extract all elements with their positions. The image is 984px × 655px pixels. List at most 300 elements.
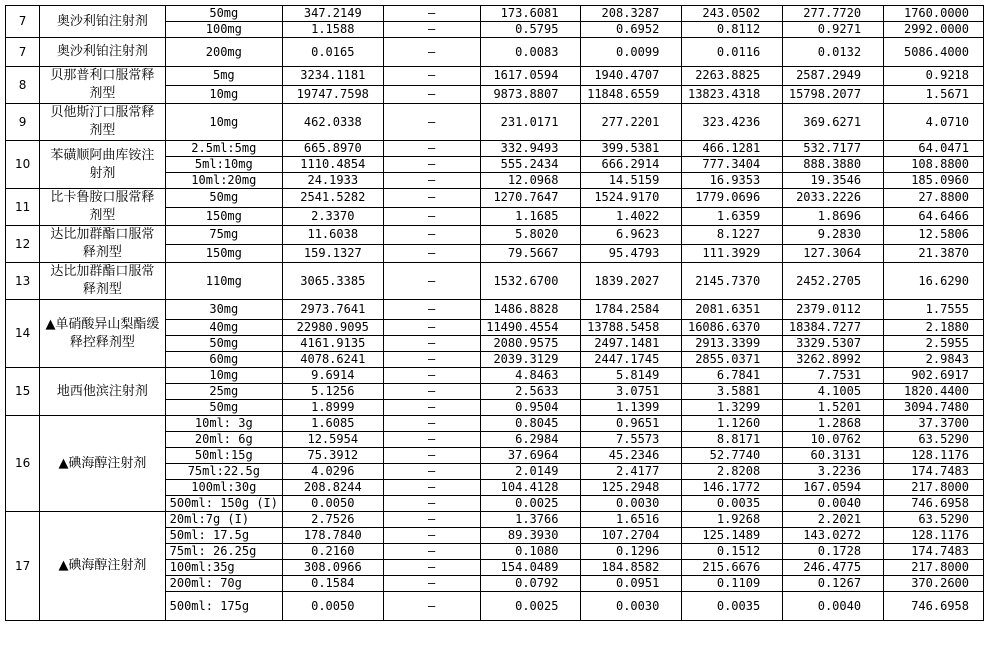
volume-cell: 4078.6241 bbox=[283, 352, 384, 368]
dash-cell: — bbox=[383, 544, 480, 560]
drug-name-cell: 地西他滨注射剂 bbox=[40, 368, 165, 416]
volume-cell: 178.7840 bbox=[283, 528, 384, 544]
dash-cell: — bbox=[383, 400, 480, 416]
drug-name-cell: 奥沙利铂注射剂 bbox=[40, 38, 165, 67]
value-cell: 0.0040 bbox=[783, 496, 884, 512]
value-cell: 8.1227 bbox=[682, 226, 783, 245]
value-cell: 1784.2584 bbox=[581, 300, 682, 320]
price-cell: 174.7483 bbox=[884, 464, 984, 480]
value-cell: 3.5881 bbox=[682, 384, 783, 400]
spec-cell: 100ml:35g bbox=[165, 560, 282, 576]
price-cell: 2.1880 bbox=[884, 320, 984, 336]
value-cell: 2913.3399 bbox=[682, 336, 783, 352]
volume-cell: 3065.3385 bbox=[283, 263, 384, 300]
value-cell: 2080.9575 bbox=[480, 336, 581, 352]
spec-cell: 50mg bbox=[165, 336, 282, 352]
volume-cell: 2973.7641 bbox=[283, 300, 384, 320]
dash-cell: — bbox=[383, 67, 480, 86]
volume-cell: 2.3370 bbox=[283, 207, 384, 226]
volume-cell: 4.0296 bbox=[283, 464, 384, 480]
volume-cell: 24.1933 bbox=[283, 173, 384, 189]
volume-cell: 308.0966 bbox=[283, 560, 384, 576]
spec-cell: 200ml: 70g bbox=[165, 576, 282, 592]
value-cell: 2.2021 bbox=[783, 512, 884, 528]
volume-cell: 0.0050 bbox=[283, 496, 384, 512]
price-cell: 3094.7480 bbox=[884, 400, 984, 416]
volume-cell: 2.7526 bbox=[283, 512, 384, 528]
spec-cell: 50ml:15g bbox=[165, 448, 282, 464]
dash-cell: — bbox=[383, 384, 480, 400]
volume-cell: 159.1327 bbox=[283, 244, 384, 263]
dash-cell: — bbox=[383, 416, 480, 432]
spec-cell: 5mg bbox=[165, 67, 282, 86]
value-cell: 208.3287 bbox=[581, 6, 682, 22]
dash-cell: — bbox=[383, 104, 480, 141]
volume-cell: 208.8244 bbox=[283, 480, 384, 496]
table-row bbox=[6, 67, 984, 86]
value-cell: 11848.6559 bbox=[581, 85, 682, 104]
table-row bbox=[6, 38, 984, 67]
dash-cell: — bbox=[383, 528, 480, 544]
table-row bbox=[6, 104, 984, 141]
drug-name-cell: 贝他斯汀口服常释剂型 bbox=[40, 104, 165, 141]
dash-cell: — bbox=[383, 432, 480, 448]
value-cell: 1.1260 bbox=[682, 416, 783, 432]
dash-cell: — bbox=[383, 6, 480, 22]
value-cell: 246.4775 bbox=[783, 560, 884, 576]
price-data-table bbox=[5, 5, 984, 621]
value-cell: 666.2914 bbox=[581, 157, 682, 173]
price-cell: 2.5955 bbox=[884, 336, 984, 352]
spec-cell: 30mg bbox=[165, 300, 282, 320]
value-cell: 2081.6351 bbox=[682, 300, 783, 320]
value-cell: 5.8149 bbox=[581, 368, 682, 384]
group-number-cell: 16 bbox=[6, 416, 40, 512]
value-cell: 3262.8992 bbox=[783, 352, 884, 368]
dash-cell: — bbox=[383, 189, 480, 208]
value-cell: 277.7720 bbox=[783, 6, 884, 22]
dash-cell: — bbox=[383, 263, 480, 300]
value-cell: 18384.7277 bbox=[783, 320, 884, 336]
group-number-cell: 10 bbox=[6, 141, 40, 189]
drug-name-cell: ▲碘海醇注射剂 bbox=[40, 416, 165, 512]
spec-cell: 20ml: 6g bbox=[165, 432, 282, 448]
value-cell: 1.4022 bbox=[581, 207, 682, 226]
value-cell: 95.4793 bbox=[581, 244, 682, 263]
value-cell: 1.2868 bbox=[783, 416, 884, 432]
value-cell: 15798.2077 bbox=[783, 85, 884, 104]
price-cell: 1820.4400 bbox=[884, 384, 984, 400]
price-cell: 1760.0000 bbox=[884, 6, 984, 22]
volume-cell: 5.1256 bbox=[283, 384, 384, 400]
spec-cell: 75mg bbox=[165, 226, 282, 245]
spec-cell: 75ml:22.5g bbox=[165, 464, 282, 480]
value-cell: 79.5667 bbox=[480, 244, 581, 263]
dash-cell: — bbox=[383, 560, 480, 576]
value-cell: 1524.9170 bbox=[581, 189, 682, 208]
volume-cell: 1.6085 bbox=[283, 416, 384, 432]
value-cell: 0.1109 bbox=[682, 576, 783, 592]
volume-cell: 0.0165 bbox=[283, 38, 384, 67]
spec-cell: 150mg bbox=[165, 244, 282, 263]
dash-cell: — bbox=[383, 85, 480, 104]
value-cell: 0.0025 bbox=[480, 592, 581, 621]
value-cell: 13823.4318 bbox=[682, 85, 783, 104]
value-cell: 7.5573 bbox=[581, 432, 682, 448]
table-row bbox=[6, 6, 984, 22]
value-cell: 12.0968 bbox=[480, 173, 581, 189]
spec-cell: 10mg bbox=[165, 85, 282, 104]
value-cell: 555.2434 bbox=[480, 157, 581, 173]
value-cell: 104.4128 bbox=[480, 480, 581, 496]
value-cell: 888.3880 bbox=[783, 157, 884, 173]
dash-cell: — bbox=[383, 173, 480, 189]
spec-cell: 50mg bbox=[165, 189, 282, 208]
value-cell: 0.0040 bbox=[783, 592, 884, 621]
price-cell: 2.9843 bbox=[884, 352, 984, 368]
value-cell: 45.2346 bbox=[581, 448, 682, 464]
volume-cell: 347.2149 bbox=[283, 6, 384, 22]
group-number-cell: 7 bbox=[6, 38, 40, 67]
price-cell: 217.8000 bbox=[884, 480, 984, 496]
spec-cell: 500ml: 175g bbox=[165, 592, 282, 621]
value-cell: 1532.6700 bbox=[480, 263, 581, 300]
value-cell: 16086.6370 bbox=[682, 320, 783, 336]
value-cell: 0.0792 bbox=[480, 576, 581, 592]
spec-cell: 75ml: 26.25g bbox=[165, 544, 282, 560]
price-cell: 2992.0000 bbox=[884, 22, 984, 38]
value-cell: 1.3766 bbox=[480, 512, 581, 528]
value-cell: 1.6359 bbox=[682, 207, 783, 226]
volume-cell: 22980.9095 bbox=[283, 320, 384, 336]
table-row bbox=[6, 416, 984, 432]
group-number-cell: 11 bbox=[6, 189, 40, 226]
value-cell: 0.6952 bbox=[581, 22, 682, 38]
spec-cell: 110mg bbox=[165, 263, 282, 300]
price-cell: 1.7555 bbox=[884, 300, 984, 320]
spec-cell: 40mg bbox=[165, 320, 282, 336]
dash-cell: — bbox=[383, 592, 480, 621]
value-cell: 2379.0112 bbox=[783, 300, 884, 320]
price-cell: 63.5290 bbox=[884, 512, 984, 528]
dash-cell: — bbox=[383, 464, 480, 480]
dash-cell: — bbox=[383, 226, 480, 245]
value-cell: 16.9353 bbox=[682, 173, 783, 189]
price-cell: 128.1176 bbox=[884, 448, 984, 464]
value-cell: 0.0132 bbox=[783, 38, 884, 67]
price-cell: 217.8000 bbox=[884, 560, 984, 576]
dash-cell: — bbox=[383, 320, 480, 336]
drug-name-cell: 达比加群酯口服常释剂型 bbox=[40, 226, 165, 263]
dash-cell: — bbox=[383, 576, 480, 592]
group-number-cell: 9 bbox=[6, 104, 40, 141]
value-cell: 0.1296 bbox=[581, 544, 682, 560]
value-cell: 2033.2226 bbox=[783, 189, 884, 208]
value-cell: 37.6964 bbox=[480, 448, 581, 464]
value-cell: 0.0025 bbox=[480, 496, 581, 512]
drug-name-cell: ▲碘海醇注射剂 bbox=[40, 512, 165, 621]
price-cell: 370.2600 bbox=[884, 576, 984, 592]
volume-cell: 9.6914 bbox=[283, 368, 384, 384]
dash-cell: — bbox=[383, 22, 480, 38]
price-cell: 174.7483 bbox=[884, 544, 984, 560]
spec-cell: 50mg bbox=[165, 400, 282, 416]
value-cell: 3.2236 bbox=[783, 464, 884, 480]
value-cell: 1486.8828 bbox=[480, 300, 581, 320]
value-cell: 4.1005 bbox=[783, 384, 884, 400]
drug-name-cell: 苯磺顺阿曲库铵注射剂 bbox=[40, 141, 165, 189]
drug-name-cell: 贝那普利口服常释剂型 bbox=[40, 67, 165, 104]
value-cell: 532.7177 bbox=[783, 141, 884, 157]
value-cell: 13788.5458 bbox=[581, 320, 682, 336]
value-cell: 2.4177 bbox=[581, 464, 682, 480]
value-cell: 777.3404 bbox=[682, 157, 783, 173]
value-cell: 0.1728 bbox=[783, 544, 884, 560]
volume-cell: 0.0050 bbox=[283, 592, 384, 621]
value-cell: 9.2830 bbox=[783, 226, 884, 245]
dash-cell: — bbox=[383, 480, 480, 496]
value-cell: 9873.8807 bbox=[480, 85, 581, 104]
price-cell: 37.3700 bbox=[884, 416, 984, 432]
value-cell: 323.4236 bbox=[682, 104, 783, 141]
value-cell: 52.7740 bbox=[682, 448, 783, 464]
value-cell: 0.8112 bbox=[682, 22, 783, 38]
value-cell: 1839.2027 bbox=[581, 263, 682, 300]
value-cell: 0.9271 bbox=[783, 22, 884, 38]
table-row bbox=[6, 189, 984, 208]
volume-cell: 0.2160 bbox=[283, 544, 384, 560]
price-cell: 64.6466 bbox=[884, 207, 984, 226]
table-row bbox=[6, 300, 984, 320]
value-cell: 5.8020 bbox=[480, 226, 581, 245]
price-cell: 5086.4000 bbox=[884, 38, 984, 67]
value-cell: 2452.2705 bbox=[783, 263, 884, 300]
value-cell: 0.9504 bbox=[480, 400, 581, 416]
spec-cell: 100ml:30g bbox=[165, 480, 282, 496]
price-cell: 108.8800 bbox=[884, 157, 984, 173]
dash-cell: — bbox=[383, 368, 480, 384]
dash-cell: — bbox=[383, 38, 480, 67]
value-cell: 125.2948 bbox=[581, 480, 682, 496]
value-cell: 466.1281 bbox=[682, 141, 783, 157]
price-cell: 902.6917 bbox=[884, 368, 984, 384]
volume-cell: 19747.7598 bbox=[283, 85, 384, 104]
drug-name-cell: 奥沙利铂注射剂 bbox=[40, 6, 165, 38]
value-cell: 332.9493 bbox=[480, 141, 581, 157]
spec-cell: 25mg bbox=[165, 384, 282, 400]
price-cell: 64.0471 bbox=[884, 141, 984, 157]
value-cell: 6.9623 bbox=[581, 226, 682, 245]
price-cell: 27.8800 bbox=[884, 189, 984, 208]
volume-cell: 1.1588 bbox=[283, 22, 384, 38]
value-cell: 6.7841 bbox=[682, 368, 783, 384]
spec-cell: 5ml:10mg bbox=[165, 157, 282, 173]
value-cell: 1.1399 bbox=[581, 400, 682, 416]
price-cell: 1.5671 bbox=[884, 85, 984, 104]
value-cell: 0.0083 bbox=[480, 38, 581, 67]
value-cell: 7.7531 bbox=[783, 368, 884, 384]
spec-cell: 10mg bbox=[165, 368, 282, 384]
value-cell: 2587.2949 bbox=[783, 67, 884, 86]
value-cell: 2145.7370 bbox=[682, 263, 783, 300]
spec-cell: 10mg bbox=[165, 104, 282, 141]
value-cell: 2039.3129 bbox=[480, 352, 581, 368]
price-cell: 185.0960 bbox=[884, 173, 984, 189]
price-cell: 746.6958 bbox=[884, 592, 984, 621]
value-cell: 167.0594 bbox=[783, 480, 884, 496]
value-cell: 0.1267 bbox=[783, 576, 884, 592]
group-number-cell: 17 bbox=[6, 512, 40, 621]
value-cell: 0.0951 bbox=[581, 576, 682, 592]
value-cell: 231.0171 bbox=[480, 104, 581, 141]
volume-cell: 2541.5282 bbox=[283, 189, 384, 208]
value-cell: 2.5633 bbox=[480, 384, 581, 400]
table-row bbox=[6, 226, 984, 245]
volume-cell: 462.0338 bbox=[283, 104, 384, 141]
value-cell: 19.3546 bbox=[783, 173, 884, 189]
dash-cell: — bbox=[383, 336, 480, 352]
dash-cell: — bbox=[383, 244, 480, 263]
value-cell: 1270.7647 bbox=[480, 189, 581, 208]
value-cell: 0.1080 bbox=[480, 544, 581, 560]
group-number-cell: 12 bbox=[6, 226, 40, 263]
table-row bbox=[6, 141, 984, 157]
value-cell: 215.6676 bbox=[682, 560, 783, 576]
value-cell: 2.8208 bbox=[682, 464, 783, 480]
spec-cell: 2.5ml:5mg bbox=[165, 141, 282, 157]
value-cell: 4.8463 bbox=[480, 368, 581, 384]
value-cell: 1.3299 bbox=[682, 400, 783, 416]
value-cell: 399.5381 bbox=[581, 141, 682, 157]
price-cell: 63.5290 bbox=[884, 432, 984, 448]
value-cell: 125.1489 bbox=[682, 528, 783, 544]
value-cell: 3329.5307 bbox=[783, 336, 884, 352]
value-cell: 0.8045 bbox=[480, 416, 581, 432]
value-cell: 0.0030 bbox=[581, 496, 682, 512]
value-cell: 6.2984 bbox=[480, 432, 581, 448]
value-cell: 8.8171 bbox=[682, 432, 783, 448]
value-cell: 111.3929 bbox=[682, 244, 783, 263]
dash-cell: — bbox=[383, 352, 480, 368]
value-cell: 1.1685 bbox=[480, 207, 581, 226]
drug-name-cell: 比卡鲁胺口服常释剂型 bbox=[40, 189, 165, 226]
value-cell: 14.5159 bbox=[581, 173, 682, 189]
table-row bbox=[6, 512, 984, 528]
spec-cell: 10ml:20mg bbox=[165, 173, 282, 189]
value-cell: 0.0035 bbox=[682, 496, 783, 512]
group-number-cell: 14 bbox=[6, 300, 40, 368]
volume-cell: 4161.9135 bbox=[283, 336, 384, 352]
spec-cell: 60mg bbox=[165, 352, 282, 368]
value-cell: 0.0035 bbox=[682, 592, 783, 621]
value-cell: 1.6516 bbox=[581, 512, 682, 528]
dash-cell: — bbox=[383, 157, 480, 173]
table-body bbox=[6, 6, 984, 621]
spec-cell: 50mg bbox=[165, 6, 282, 22]
spec-cell: 20ml:7g (I) bbox=[165, 512, 282, 528]
spec-cell: 200mg bbox=[165, 38, 282, 67]
dash-cell: — bbox=[383, 448, 480, 464]
group-number-cell: 13 bbox=[6, 263, 40, 300]
value-cell: 146.1772 bbox=[682, 480, 783, 496]
value-cell: 1.5201 bbox=[783, 400, 884, 416]
value-cell: 1779.0696 bbox=[682, 189, 783, 208]
value-cell: 0.1512 bbox=[682, 544, 783, 560]
data-table-wrapper bbox=[5, 5, 984, 621]
value-cell: 154.0489 bbox=[480, 560, 581, 576]
volume-cell: 0.1584 bbox=[283, 576, 384, 592]
volume-cell: 11.6038 bbox=[283, 226, 384, 245]
value-cell: 243.0502 bbox=[682, 6, 783, 22]
group-number-cell: 15 bbox=[6, 368, 40, 416]
value-cell: 107.2704 bbox=[581, 528, 682, 544]
value-cell: 277.2201 bbox=[581, 104, 682, 141]
spec-cell: 50ml: 17.5g bbox=[165, 528, 282, 544]
dash-cell: — bbox=[383, 300, 480, 320]
price-cell: 16.6290 bbox=[884, 263, 984, 300]
dash-cell: — bbox=[383, 496, 480, 512]
value-cell: 89.3930 bbox=[480, 528, 581, 544]
value-cell: 0.9651 bbox=[581, 416, 682, 432]
value-cell: 173.6081 bbox=[480, 6, 581, 22]
volume-cell: 1.8999 bbox=[283, 400, 384, 416]
price-cell: 21.3870 bbox=[884, 244, 984, 263]
price-cell: 128.1176 bbox=[884, 528, 984, 544]
value-cell: 0.5795 bbox=[480, 22, 581, 38]
drug-name-cell: ▲单硝酸异山梨酯缓释控释剂型 bbox=[40, 300, 165, 368]
volume-cell: 3234.1181 bbox=[283, 67, 384, 86]
value-cell: 2263.8825 bbox=[682, 67, 783, 86]
volume-cell: 1110.4854 bbox=[283, 157, 384, 173]
value-cell: 2447.1745 bbox=[581, 352, 682, 368]
value-cell: 60.3131 bbox=[783, 448, 884, 464]
value-cell: 1940.4707 bbox=[581, 67, 682, 86]
price-cell: 0.9218 bbox=[884, 67, 984, 86]
table-row bbox=[6, 263, 984, 300]
volume-cell: 75.3912 bbox=[283, 448, 384, 464]
value-cell: 143.0272 bbox=[783, 528, 884, 544]
group-number-cell: 8 bbox=[6, 67, 40, 104]
value-cell: 10.0762 bbox=[783, 432, 884, 448]
dash-cell: — bbox=[383, 512, 480, 528]
spec-cell: 10ml: 3g bbox=[165, 416, 282, 432]
value-cell: 1617.0594 bbox=[480, 67, 581, 86]
value-cell: 369.6271 bbox=[783, 104, 884, 141]
spec-cell: 500ml: 150g (I) bbox=[165, 496, 282, 512]
dash-cell: — bbox=[383, 141, 480, 157]
value-cell: 2497.1481 bbox=[581, 336, 682, 352]
table-row bbox=[6, 368, 984, 384]
value-cell: 1.9268 bbox=[682, 512, 783, 528]
value-cell: 1.8696 bbox=[783, 207, 884, 226]
value-cell: 184.8582 bbox=[581, 560, 682, 576]
value-cell: 3.0751 bbox=[581, 384, 682, 400]
value-cell: 127.3064 bbox=[783, 244, 884, 263]
value-cell: 11490.4554 bbox=[480, 320, 581, 336]
price-cell: 746.6958 bbox=[884, 496, 984, 512]
volume-cell: 12.5954 bbox=[283, 432, 384, 448]
drug-name-cell: 达比加群酯口服常释剂型 bbox=[40, 263, 165, 300]
dash-cell: — bbox=[383, 207, 480, 226]
value-cell: 2855.0371 bbox=[682, 352, 783, 368]
value-cell: 0.0116 bbox=[682, 38, 783, 67]
volume-cell: 665.8970 bbox=[283, 141, 384, 157]
spec-cell: 100mg bbox=[165, 22, 282, 38]
value-cell: 2.0149 bbox=[480, 464, 581, 480]
spec-cell: 150mg bbox=[165, 207, 282, 226]
value-cell: 0.0030 bbox=[581, 592, 682, 621]
price-cell: 12.5806 bbox=[884, 226, 984, 245]
